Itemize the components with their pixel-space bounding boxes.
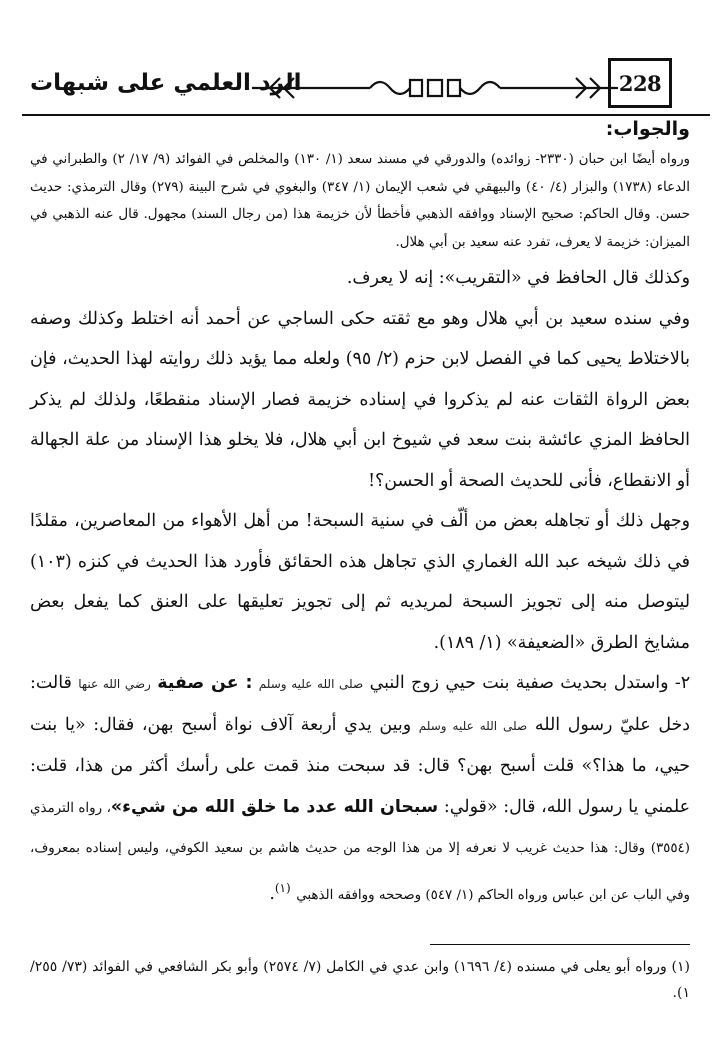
book-title: الرد العلمي على شبهات	[30, 70, 302, 96]
main-text	[30, 118, 690, 914]
hadith-text-end: وبين يدي أربعة آلاف نواة أسبح بهن، فقال: «يا بنت حيي، ما هذا؟» قلت أسبح بهن؟ قال: قد سبحت منذ قمت على رأسك أكثر من هذا، قلت: علمني يا رسول الله، قال: «قولي:	[30, 714, 690, 817]
page-number: 228	[608, 58, 672, 108]
paragraph-2: وكذلك قال الحافظ في «التقريب»: إنه لا يعرف.	[346, 268, 690, 288]
salutation-mark-2: صلى الله عليه وسلم	[418, 718, 528, 733]
hadith-end-note: ، رواه الترمذي (٣٥٥٤) وقال: هذا حديث غريب لا نعرفه إلا من هذا الوجه من حديث هاشم بن سعيد الكوفي، وليس إسناده بمعروف، وفي الباب عن ابن عباس ورواه الحاكم (١/ ٥٤٧) وصححه ووافقه الذهبي	[30, 800, 690, 903]
dua-text: سبحان الله عدد ما خلق الله من شيء»	[110, 796, 439, 817]
footnote-1: (١) ورواه أبو يعلى في مسنده (٤/ ١٦٩٦) وابن عدي في الكامل (٧/ ٢٥٧٤) وأبو بكر الشافعي في الفوائد (٧٣/ ٢٥٥/ ١).	[30, 959, 691, 1001]
page-header	[22, 56, 710, 122]
hadith-paragraph: ٢- واستدل بحديث صفية بنت حيي زوج النبي صلى الله عليه وسلم : عن صفية رضي الله عنها قالت: دخل عليّ رسول الله صلى الله عليه وسلم وبين يدي أربعة آلاف نواة أسبح بهن، فقال: «يا بنت حيي، ما هذا؟» قلت أسبح بهن؟ قال: قد سبحت منذ قمت على رأسك أكثر من هذا، قلت: علمني يا رسول الله، قال: «قولي: سبحان الله عدد ما خلق الله من شيء»، رواه الترمذي (٣٥٥٤) وقال: هذا حديث غريب لا نعرفه إلا من هذا الوجه من حديث هاشم بن سعيد الكوفي، وليس إسناده بمعروف، وفي الباب عن ابن عباس ورواه الحاكم (١/ ٥٤٧) وصححه ووافقه الذهبي $^{(١)}$.	[30, 673, 691, 904]
paragraph-3: وفي سنده سعيد بن أبي هلال وهو مع ثقته حكى الساجي عن أحمد أنه اختلط وكذلك وصفه بالاختلاط يحيى كما في الفصل لابن حزم (٢/ ٩٥) ولعله مما يؤيد ذلك روايته لهذا الحديث، فإن بعض الرواة الثقات عنه لم يذكروا في إسناده خزيمة فصار الإسناد منقطعًا، ولذلك لم يذكر الحافظ المزي عائشة بنت سعد في شيوخ ابن أبي هلال، فلا يخلو هذا الإسناد من علة الجهالة أو الانقطاع، فأنى للحديث الصحة أو الحسن؟!	[30, 308, 690, 491]
footnote-reference: (١)	[274, 880, 291, 895]
salutation-mark: صلى الله عليه وسلم	[258, 677, 364, 691]
paragraph-1: ورواه أيضًا ابن حبان (٢٣٣٠- زوائده) والدورقي في مسند سعد (١/ ١٣٠) والمخلص في الفوائد (٩/ ١٧/ ٢) والطبراني في الدعاء (١٧٣٨) والبزار (٤/ ٤٠) والبيهقي في شعب الإيمان (١/ ٣٤٧) والبغوي في شرح البينة (٢٧٩) وقال الترمذي: حديث حسن. وقال الحاكم: صحيح الإسناد ووافقه الذهبي فأخطأ لأن خزيمة هذا (من رجال السند) مجهول. قال عنه الذهبي في الميزان: خزيمة لا يعرف، تفرد عنه سعيد بن أبي هلال.	[30, 152, 690, 250]
hadith-text-start: قالت: دخل عليّ رسول الله	[30, 673, 690, 735]
header-divider	[22, 114, 710, 116]
footnotes	[30, 954, 690, 1006]
hadith-intro: ٢- واستدل بحديث صفية بنت حيي زوج النبي	[369, 673, 691, 693]
answer-heading: والجواب:	[605, 118, 690, 140]
footnote-divider	[430, 944, 690, 945]
narrator-honor-mark: رضي الله عنها	[78, 677, 151, 691]
header-ornament-icon	[250, 74, 620, 102]
paragraph-4: وجهل ذلك أو تجاهله بعض من ألّف في سنية السبحة! من أهل الأهواء من المعاصرين، مقلدًا في ذلك شيخه عبد الله الغماري الذي تجاهل هذه الحقائق فأورد هذا الحديث في كنزه (١٠٣) ليتوصل منه إلى تجويز السبحة لمريديه ثم إلى تجويز تعليقها على العنق كما يفعل بعض مشايخ الطرق «الضعيفة» (١/ ١٨٩).	[30, 511, 690, 653]
hadith-narrator: : عن صفية	[157, 673, 253, 693]
